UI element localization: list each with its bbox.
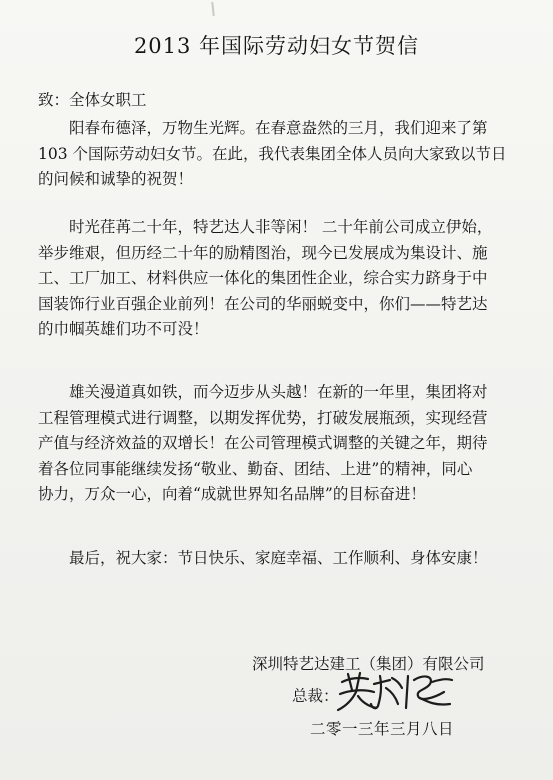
letter-date: 二零一三年三月八日 [310,720,455,738]
paragraph-line: 雄关漫道真如铁，而今迈步从头越！在新的一年里，集团将对 [38,383,488,401]
paragraph-line: 工、工厂加工、材料供应一体化的集团性企业，综合实力跻身于中 [38,269,488,287]
paragraph-line: 工程管理模式进行调整，以期发挥优势，打破发展瓶颈，实现经营 [38,408,488,427]
paragraph-greeting [38,116,507,193]
paragraph-line: 协力，万众一心，向着“成就世界知名品牌”的目标奋进！ [38,485,426,503]
handwritten-signature [334,668,456,714]
paragraph-line: 国装饰行业百强企业前列！在公司的华丽蜕变中，你们——特艺达 [38,294,488,313]
paragraph-line: 产值与经济效益的双增长！在公司管理模式调整的关键之年，期待 [38,434,488,452]
paragraph-line: 时光荏苒二十年，特艺达人非等闲！ 二十年前公司成立伊始， [38,218,493,236]
letter-title: 2013 年国际劳动妇女节贺信 [133,34,420,58]
paragraph-line: 最后，祝大家：节日快乐、家庭幸福、工作顺利、身体安康！ [38,549,488,567]
paragraph-line: 举步维艰，但历经二十年的励精图治，现今已发展成为集设计、施 [38,243,488,262]
paragraph-line: 阳春布德泽，万物生光辉。在春意盎然的三月，我们迎来了第 [38,119,488,137]
paragraph-line: 着各位同事能继续发扬“敬业、勤奋、团结、上进”的精神，同心 [38,459,473,478]
scan-mark [211,2,214,16]
company-name: 深圳特艺达建工（集团）有限公司 [252,655,485,673]
paragraph-line: 103 个国际劳动妇女节。在此，我代表集团全体人员向大家致以节日 [38,144,507,163]
paragraph-history [38,215,492,343]
salutation: 致：全体女职工 [38,91,147,109]
paragraph-outlook [38,380,488,508]
paragraph-line: 的巾帼英雄们功不可没！ [38,320,209,338]
position-label: 总裁： [292,687,339,705]
paragraph-line: 的问候和诚挚的祝贺！ [38,170,194,188]
paragraph-wishes [38,546,488,572]
